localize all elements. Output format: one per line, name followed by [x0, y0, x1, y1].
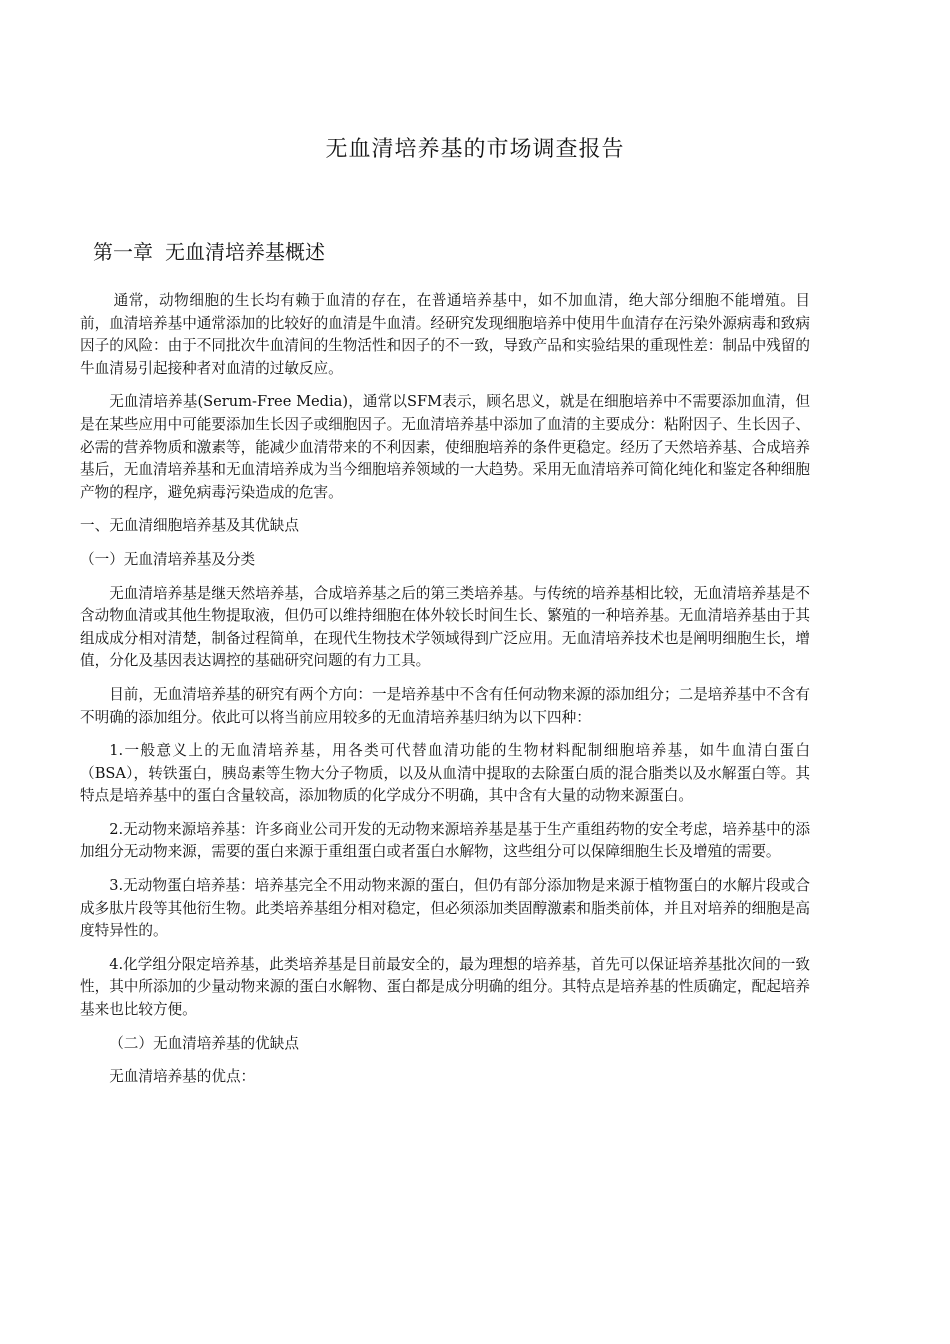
- subsection-heading: （一）无血清培养基及分类: [80, 550, 256, 568]
- paragraph: 无血清培养基(Serum-Free Media)，通常以SFM表示，顾名思义，就是在细胞培养中不需要添加血清，但是在某些应用中可能要添加生长因子或细胞因子。无血清培养基中添加了血清的主要成分：粘附因子、生长因子、必需的营养物质和激素等，能减少血清带来的不利因素，使细胞培养的条件更稳定。经历了天然培养基、合成培养基后，无血清培养基和无血清培养成为当今细胞培养领域的一大趋势。采用无血清培养可简化纯化和鉴定各种细胞产物的程序，避免病毒污染造成的危害。: [80, 393, 810, 501]
- chapter-number: 第一章: [93, 240, 153, 264]
- section-heading: 一、无血清细胞培养基及其优缺点: [80, 517, 299, 535]
- list-paragraph: 3.无动物蛋白培养基：培养基完全不用动物来源的蛋白，但仍有部分添加物是来源于植物蛋白的水解片段或合成多肽片段等其他衍生物。此类培养基组分相对稳定，但必须添加类固醇激素和脂类前体，并且对培养的细胞是高度特异性的。: [80, 877, 810, 940]
- list-paragraph: 2.无动物来源培养基：许多商业公司开发的无动物来源培养基是基于生产重组药物的安全考虑，培养基中的添加组分无动物来源，需要的蛋白来源于重组蛋白或者蛋白水解物，这些组分可以保障细胞生长及增殖的需要。: [80, 820, 810, 861]
- list-paragraph: 1.一般意义上的无血清培养基，用各类可代替血清功能的生物材料配制细胞培养基，如牛血清白蛋白（BSA），转铁蛋白，胰岛素等生物大分子物质，以及从血清中提取的去除蛋白质的混合脂类以及水解蛋白等。其特点是培养基中的蛋白含量较高，添加物质的化学成分不明确，其中含有大量的动物来源蛋白。: [80, 742, 810, 805]
- paragraph: 通常，动物细胞的生长均有赖于血清的存在，在普通培养基中，如不加血清，绝大部分细胞不能增殖。目前，血清培养基中通常添加的比较好的血清是牛血清。经研究发现细胞培养中使用牛血清存在污染外源病毒和致病因子的风险：由于不同批次牛血清间的生物活性和因子的不一致，导致产品和实验结果的重现性差：制品中残留的牛血清易引起接种者对血清的过敏反应。: [80, 292, 810, 377]
- subsection-heading: （二）无血清培养基的优缺点: [109, 1034, 299, 1052]
- paragraph: 目前，无血清培养基的研究有两个方向：一是培养基中不含有任何动物来源的添加组分；二是培养基中不含有不明确的添加组分。依此可以将当前应用较多的无血清培养基归纳为以下四种：: [80, 685, 810, 726]
- paragraph: 无血清培养基的优点：: [109, 1068, 256, 1086]
- list-paragraph: 4.化学组分限定培养基，此类培养基是目前最安全的，最为理想的培养基，首先可以保证培养基批次间的一致性，其中所添加的少量动物来源的蛋白水解物、蛋白都是成分明确的组分。其特点是培养基的性质确定，配起培养基来也比较方便。: [80, 955, 810, 1019]
- chapter-heading: [93, 236, 325, 265]
- chapter-name: 无血清培养基概述: [165, 240, 325, 264]
- page-title: 无血清培养基的市场调查报告: [325, 137, 625, 162]
- body-content: [80, 290, 810, 1100]
- paragraph: 无血清培养基是继天然培养基，合成培养基之后的第三类培养基。与传统的培养基相比较，无血清培养基是不含动物血清或其他生物提取液，但仍可以维持细胞在体外较长时间生长、繁殖的一种培养基。无血清培养基由于其组成成分相对清楚，制备过程简单，在现代生物技术学领域得到广泛应用。无血清培养技术也是阐明细胞生长，增值，分化及基因表达调控的基础研究问题的有力工具。: [80, 584, 810, 670]
